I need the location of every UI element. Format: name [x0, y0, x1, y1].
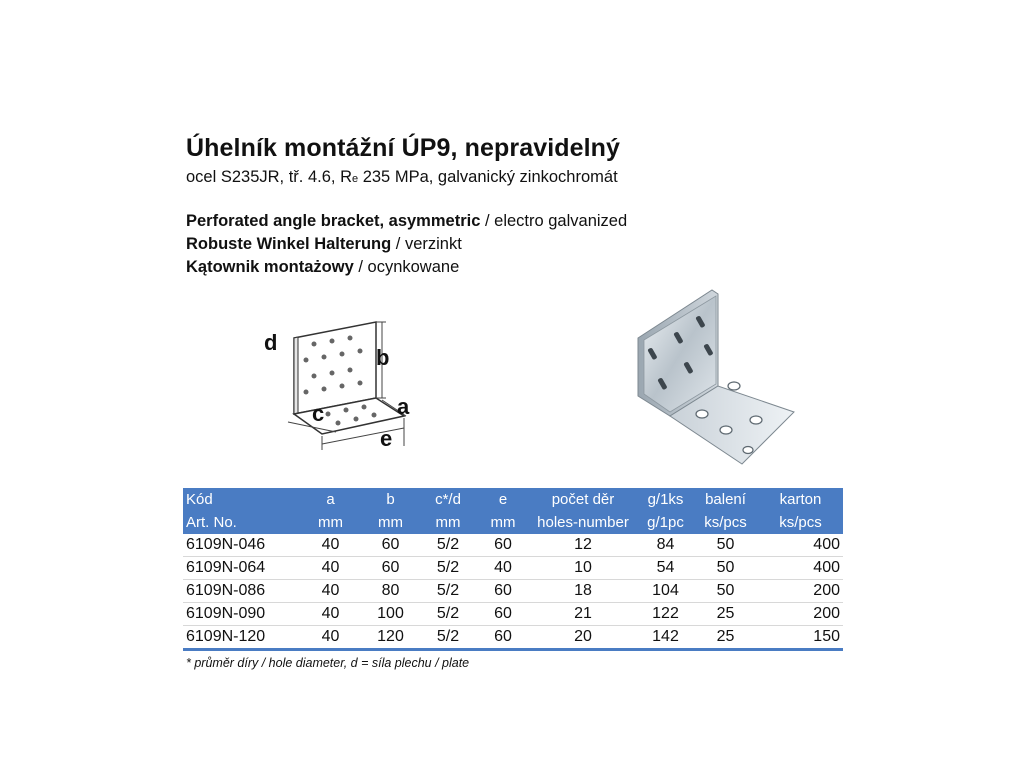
- specification-table: [183, 488, 843, 651]
- product-title: Úhelník montážní ÚP9, nepravidelný: [186, 134, 621, 162]
- cell-carton: 400: [758, 557, 843, 580]
- cell-e: 60: [478, 534, 528, 557]
- cell-code: 6109N-064: [183, 557, 298, 580]
- cell-b: 80: [363, 580, 418, 603]
- cell-b: 60: [363, 557, 418, 580]
- header-package: balení: [693, 488, 758, 511]
- cell-code: 6109N-086: [183, 580, 298, 603]
- cell-package: 50: [693, 557, 758, 580]
- table-row: [183, 626, 843, 650]
- cell-carton: 400: [758, 534, 843, 557]
- table-header-units-row: [183, 511, 843, 534]
- translation-german-name: Robuste Winkel Halterung: [186, 235, 392, 253]
- cell-carton: 200: [758, 603, 843, 626]
- material-spec: [186, 168, 618, 187]
- table-footnote: * průměr díry / hole diameter, d = síla plechu / plate: [186, 656, 470, 670]
- translation-german-finish: / verzinkt: [391, 235, 462, 253]
- material-spec-before: ocel S235JR, tř. 4.6, R: [186, 168, 352, 186]
- cell-holes: 12: [528, 534, 638, 557]
- cell-package: 25: [693, 603, 758, 626]
- cell-b: 100: [363, 603, 418, 626]
- unit-e: mm: [478, 511, 528, 534]
- table-row: [183, 580, 843, 603]
- cell-holes: 18: [528, 580, 638, 603]
- translation-polish-finish: / ocynkowane: [353, 258, 460, 276]
- unit-a: mm: [298, 511, 363, 534]
- translation-german: [186, 235, 462, 254]
- table-header-row: [183, 488, 843, 511]
- dimension-label-d: d: [264, 330, 278, 355]
- dimension-label-a: a: [397, 394, 410, 419]
- cell-holes: 21: [528, 603, 638, 626]
- cell-a: 40: [298, 557, 363, 580]
- unit-carton: ks/pcs: [758, 511, 843, 534]
- dimension-label-c: c: [312, 401, 325, 426]
- cell-package: 50: [693, 534, 758, 557]
- cell-package: 50: [693, 580, 758, 603]
- table-row: [183, 557, 843, 580]
- header-carton: karton: [758, 488, 843, 511]
- header-weight: g/1ks: [638, 488, 693, 511]
- cell-a: 40: [298, 626, 363, 650]
- cell-e: 60: [478, 603, 528, 626]
- cell-code: 6109N-046: [183, 534, 298, 557]
- cell-carton: 150: [758, 626, 843, 650]
- translation-polish-name: Kątownik montażowy: [186, 258, 354, 276]
- header-code: Kód: [183, 488, 298, 511]
- header-b: b: [363, 488, 418, 511]
- table-row: [183, 534, 843, 557]
- table-row: [183, 603, 843, 626]
- cell-code: 6109N-120: [183, 626, 298, 650]
- header-a: a: [298, 488, 363, 511]
- cell-package: 25: [693, 626, 758, 650]
- unit-holes: holes-number: [528, 511, 638, 534]
- unit-package: ks/pcs: [693, 511, 758, 534]
- header-e: e: [478, 488, 528, 511]
- bracket-dimension-drawing: [258, 318, 428, 453]
- cell-holes: 10: [528, 557, 638, 580]
- header-c-d: c*/d: [418, 488, 478, 511]
- cell-weight: 54: [638, 557, 693, 580]
- cell-weight: 104: [638, 580, 693, 603]
- cell-weight: 122: [638, 603, 693, 626]
- header-holes: počet děr: [528, 488, 638, 511]
- dimension-label-b: b: [376, 345, 390, 370]
- cell-a: 40: [298, 534, 363, 557]
- unit-c-d: mm: [418, 511, 478, 534]
- translation-english-finish: / electro galvanized: [480, 212, 628, 230]
- cell-c-d: 5/2: [418, 626, 478, 650]
- cell-weight: 84: [638, 534, 693, 557]
- cell-a: 40: [298, 603, 363, 626]
- cell-c-d: 5/2: [418, 534, 478, 557]
- cell-code: 6109N-090: [183, 603, 298, 626]
- material-spec-after: 235 MPa, galvanický zinkochromát: [358, 168, 618, 186]
- cell-c-d: 5/2: [418, 580, 478, 603]
- translation-polish: [186, 258, 459, 277]
- cell-b: 120: [363, 626, 418, 650]
- dimension-label-e: e: [380, 426, 393, 451]
- cell-b: 60: [363, 534, 418, 557]
- translation-english-name: Perforated angle bracket, asymmetric: [186, 212, 481, 230]
- cell-e: 60: [478, 580, 528, 603]
- cell-weight: 142: [638, 626, 693, 650]
- cell-e: 40: [478, 557, 528, 580]
- unit-weight: g/1pc: [638, 511, 693, 534]
- unit-b: mm: [363, 511, 418, 534]
- translation-english: [186, 212, 627, 231]
- bracket-product-photo: [630, 286, 800, 476]
- material-spec-subscript: e: [352, 173, 359, 185]
- cell-carton: 200: [758, 580, 843, 603]
- cell-holes: 20: [528, 626, 638, 650]
- cell-c-d: 5/2: [418, 557, 478, 580]
- header-art-no: Art. No.: [183, 511, 298, 534]
- cell-e: 60: [478, 626, 528, 650]
- cell-a: 40: [298, 580, 363, 603]
- cell-c-d: 5/2: [418, 603, 478, 626]
